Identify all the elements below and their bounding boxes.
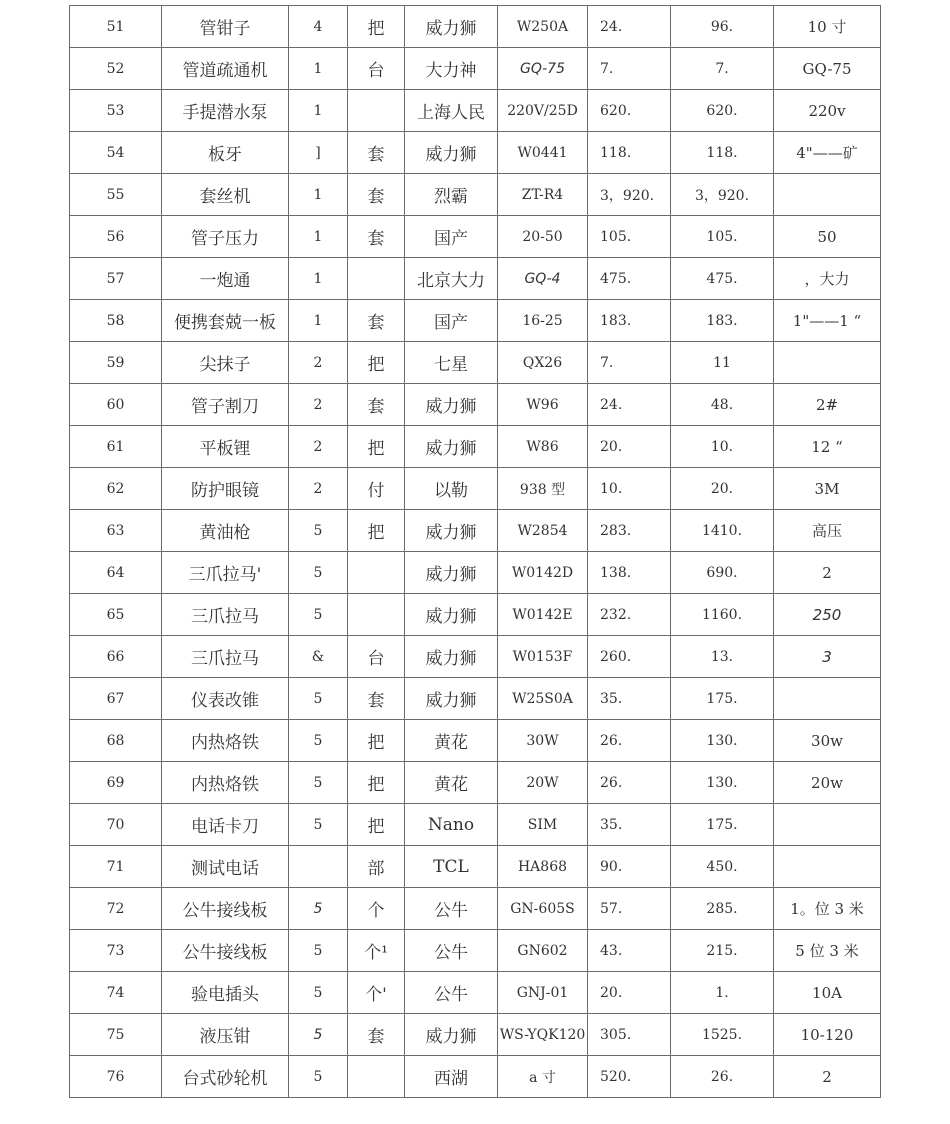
cell-total: 48. xyxy=(671,384,774,426)
cell-brand: 公牛 xyxy=(405,930,498,972)
cell-brand: TCL xyxy=(405,846,498,888)
cell-note: 3 xyxy=(774,636,881,678)
cell-price: 232. xyxy=(588,594,671,636)
table-row xyxy=(70,678,881,720)
cell-qty: 1 xyxy=(289,258,348,300)
cell-price: 24. xyxy=(588,384,671,426)
cell-unit xyxy=(348,552,405,594)
cell-unit: 部 xyxy=(348,846,405,888)
cell-unit: 套 xyxy=(348,300,405,342)
cell-note: 1"——1 “ xyxy=(774,300,881,342)
cell-note: 5 位 3 米 xyxy=(774,930,881,972)
cell-name: 管子割刀 xyxy=(162,384,289,426)
table-row xyxy=(70,6,881,48)
table-row xyxy=(70,846,881,888)
cell-name: 管道疏通机 xyxy=(162,48,289,90)
cell-price: 35. xyxy=(588,678,671,720)
cell-total: 1. xyxy=(671,972,774,1014)
cell-price: 20. xyxy=(588,426,671,468)
cell-price: 620. xyxy=(588,90,671,132)
cell-total: 7. xyxy=(671,48,774,90)
cell-model: 30W xyxy=(498,720,588,762)
cell-no: 64 xyxy=(70,552,162,594)
cell-name: 液压钳 xyxy=(162,1014,289,1056)
cell-brand: 威力狮 xyxy=(405,636,498,678)
cell-brand: 威力狮 xyxy=(405,552,498,594)
cell-note: 1。位 3 米 xyxy=(774,888,881,930)
cell-name: 验电插头 xyxy=(162,972,289,1014)
cell-note: 30w xyxy=(774,720,881,762)
table-row xyxy=(70,804,881,846)
cell-name: 三爪拉马 xyxy=(162,594,289,636)
cell-name: 台式砂轮机 xyxy=(162,1056,289,1098)
cell-name: 测试电话 xyxy=(162,846,289,888)
cell-model: W2854 xyxy=(498,510,588,552)
cell-brand: 黄花 xyxy=(405,762,498,804)
cell-brand: 威力狮 xyxy=(405,426,498,468)
cell-brand: 烈霸 xyxy=(405,174,498,216)
cell-total: 285. xyxy=(671,888,774,930)
cell-unit: 个¹ xyxy=(348,930,405,972)
cell-name: 手提潜水泵 xyxy=(162,90,289,132)
cell-note: 12 “ xyxy=(774,426,881,468)
cell-name: 黄油枪 xyxy=(162,510,289,552)
cell-total: 175. xyxy=(671,678,774,720)
cell-brand: 威力狮 xyxy=(405,678,498,720)
cell-note: ，大力 xyxy=(774,258,881,300)
cell-price: 43. xyxy=(588,930,671,972)
cell-note xyxy=(774,342,881,384)
cell-model: 20-50 xyxy=(498,216,588,258)
table-row xyxy=(70,384,881,426)
cell-price: 7. xyxy=(588,342,671,384)
cell-note: 20w xyxy=(774,762,881,804)
cell-total: 118. xyxy=(671,132,774,174)
cell-qty: 4 xyxy=(289,6,348,48)
cell-brand: 威力狮 xyxy=(405,510,498,552)
cell-price: 26. xyxy=(588,762,671,804)
table-row xyxy=(70,636,881,678)
cell-no: 68 xyxy=(70,720,162,762)
cell-model: W0142D xyxy=(498,552,588,594)
cell-no: 56 xyxy=(70,216,162,258)
cell-no: 58 xyxy=(70,300,162,342)
cell-name: 便携套兢一板 xyxy=(162,300,289,342)
cell-price: 305. xyxy=(588,1014,671,1056)
cell-model: W0142E xyxy=(498,594,588,636)
table-row xyxy=(70,972,881,1014)
cell-no: 69 xyxy=(70,762,162,804)
cell-qty: 5 xyxy=(289,1056,348,1098)
cell-unit: 套 xyxy=(348,384,405,426)
table-row xyxy=(70,762,881,804)
cell-model: W0153F xyxy=(498,636,588,678)
cell-unit: 个 xyxy=(348,888,405,930)
cell-unit: 个' xyxy=(348,972,405,1014)
cell-qty: & xyxy=(289,636,348,678)
cell-note: 2 xyxy=(774,1056,881,1098)
inventory-table xyxy=(69,5,881,1098)
cell-total: 450. xyxy=(671,846,774,888)
cell-model: GQ-75 xyxy=(498,48,588,90)
cell-price: 35. xyxy=(588,804,671,846)
table-row xyxy=(70,48,881,90)
cell-name: 三爪拉马 xyxy=(162,636,289,678)
cell-brand: 上海人民 xyxy=(405,90,498,132)
cell-price: 3，920. xyxy=(588,174,671,216)
cell-no: 53 xyxy=(70,90,162,132)
cell-qty xyxy=(289,846,348,888)
cell-qty: 5 xyxy=(289,930,348,972)
cell-unit: 台 xyxy=(348,636,405,678)
cell-brand: Nano xyxy=(405,804,498,846)
table-row xyxy=(70,1014,881,1056)
cell-unit: 套 xyxy=(348,174,405,216)
cell-name: 一炮通 xyxy=(162,258,289,300)
cell-model: W0441 xyxy=(498,132,588,174)
table-row xyxy=(70,510,881,552)
cell-price: 260. xyxy=(588,636,671,678)
cell-name: 管钳子 xyxy=(162,6,289,48)
cell-name: 三爪拉马' xyxy=(162,552,289,594)
cell-model: a 寸 xyxy=(498,1056,588,1098)
cell-total: 475. xyxy=(671,258,774,300)
cell-note xyxy=(774,678,881,720)
cell-qty: 1 xyxy=(289,174,348,216)
cell-price: 283. xyxy=(588,510,671,552)
cell-qty: 5 xyxy=(289,678,348,720)
cell-price: 57. xyxy=(588,888,671,930)
cell-note: 3M xyxy=(774,468,881,510)
cell-total: 26. xyxy=(671,1056,774,1098)
cell-unit: 套 xyxy=(348,1014,405,1056)
cell-unit xyxy=(348,1056,405,1098)
cell-model: GN-605S xyxy=(498,888,588,930)
cell-note: 10-120 xyxy=(774,1014,881,1056)
table-row xyxy=(70,132,881,174)
cell-name: 板牙 xyxy=(162,132,289,174)
cell-qty: 1 xyxy=(289,48,348,90)
cell-unit xyxy=(348,594,405,636)
cell-unit xyxy=(348,90,405,132)
cell-qty: 2 xyxy=(289,342,348,384)
cell-brand: 威力狮 xyxy=(405,1014,498,1056)
cell-note xyxy=(774,174,881,216)
table-row xyxy=(70,300,881,342)
cell-no: 72 xyxy=(70,888,162,930)
table-row xyxy=(70,90,881,132)
cell-brand: 威力狮 xyxy=(405,132,498,174)
cell-unit: 把 xyxy=(348,6,405,48)
table-row xyxy=(70,426,881,468)
cell-qty: 2 xyxy=(289,384,348,426)
cell-name: 平板锂 xyxy=(162,426,289,468)
cell-model: QX26 xyxy=(498,342,588,384)
cell-model: 220V/25D xyxy=(498,90,588,132)
cell-no: 57 xyxy=(70,258,162,300)
table-row xyxy=(70,342,881,384)
cell-name: 套丝机 xyxy=(162,174,289,216)
cell-total: 3，920. xyxy=(671,174,774,216)
cell-unit: 把 xyxy=(348,510,405,552)
cell-qty: 5 xyxy=(289,762,348,804)
cell-price: 105. xyxy=(588,216,671,258)
cell-note: 2 xyxy=(774,552,881,594)
cell-brand: 国产 xyxy=(405,300,498,342)
cell-brand: 威力狮 xyxy=(405,594,498,636)
cell-brand: 国产 xyxy=(405,216,498,258)
cell-name: 内热烙铁 xyxy=(162,762,289,804)
cell-price: 20. xyxy=(588,972,671,1014)
cell-model: W86 xyxy=(498,426,588,468)
table-row xyxy=(70,174,881,216)
cell-qty: 5 xyxy=(289,888,348,930)
cell-total: 183. xyxy=(671,300,774,342)
cell-no: 74 xyxy=(70,972,162,1014)
cell-model: W250A xyxy=(498,6,588,48)
cell-total: 175. xyxy=(671,804,774,846)
cell-no: 75 xyxy=(70,1014,162,1056)
cell-price: 475. xyxy=(588,258,671,300)
cell-unit: 套 xyxy=(348,678,405,720)
cell-total: 10. xyxy=(671,426,774,468)
cell-note: 10 寸 xyxy=(774,6,881,48)
cell-no: 62 xyxy=(70,468,162,510)
cell-price: 26. xyxy=(588,720,671,762)
cell-unit: 台 xyxy=(348,48,405,90)
cell-no: 54 xyxy=(70,132,162,174)
cell-name: 电话卡刀 xyxy=(162,804,289,846)
cell-no: 71 xyxy=(70,846,162,888)
cell-brand: 大力神 xyxy=(405,48,498,90)
cell-brand: 黄花 xyxy=(405,720,498,762)
cell-model: 20W xyxy=(498,762,588,804)
cell-note: 250 xyxy=(774,594,881,636)
table-row xyxy=(70,930,881,972)
cell-unit: 把 xyxy=(348,762,405,804)
cell-qty: 2 xyxy=(289,426,348,468)
cell-price: 183. xyxy=(588,300,671,342)
cell-note xyxy=(774,804,881,846)
cell-no: 76 xyxy=(70,1056,162,1098)
cell-name: 公牛接线板 xyxy=(162,930,289,972)
cell-name: 管子压力 xyxy=(162,216,289,258)
cell-price: 90. xyxy=(588,846,671,888)
cell-unit: 把 xyxy=(348,720,405,762)
cell-qty: 5 xyxy=(289,1014,348,1056)
cell-model: ZT-R4 xyxy=(498,174,588,216)
cell-unit: 套 xyxy=(348,132,405,174)
cell-price: 24. xyxy=(588,6,671,48)
table-row xyxy=(70,468,881,510)
cell-total: 1160. xyxy=(671,594,774,636)
cell-total: 1410. xyxy=(671,510,774,552)
cell-model: GN602 xyxy=(498,930,588,972)
cell-note: GQ-75 xyxy=(774,48,881,90)
cell-note: 50 xyxy=(774,216,881,258)
cell-note: 10A xyxy=(774,972,881,1014)
cell-price: 118. xyxy=(588,132,671,174)
cell-brand: 威力狮 xyxy=(405,384,498,426)
cell-brand: 威力狮 xyxy=(405,6,498,48)
cell-model: SIM xyxy=(498,804,588,846)
cell-no: 61 xyxy=(70,426,162,468)
cell-note xyxy=(774,846,881,888)
cell-note: 220v xyxy=(774,90,881,132)
cell-qty: 2 xyxy=(289,468,348,510)
cell-price: 7. xyxy=(588,48,671,90)
cell-unit: 把 xyxy=(348,426,405,468)
cell-no: 55 xyxy=(70,174,162,216)
cell-no: 73 xyxy=(70,930,162,972)
cell-no: 65 xyxy=(70,594,162,636)
cell-no: 59 xyxy=(70,342,162,384)
cell-qty: 1 xyxy=(289,90,348,132)
cell-no: 63 xyxy=(70,510,162,552)
cell-unit xyxy=(348,258,405,300)
cell-note: 2# xyxy=(774,384,881,426)
cell-name: 仪表改锥 xyxy=(162,678,289,720)
cell-unit: 把 xyxy=(348,342,405,384)
cell-qty: 1 xyxy=(289,300,348,342)
cell-brand: 西湖 xyxy=(405,1056,498,1098)
cell-name: 内热烙铁 xyxy=(162,720,289,762)
cell-qty: 1 xyxy=(289,216,348,258)
table-row xyxy=(70,216,881,258)
cell-unit: 付 xyxy=(348,468,405,510)
cell-no: 52 xyxy=(70,48,162,90)
cell-no: 66 xyxy=(70,636,162,678)
cell-qty: 5 xyxy=(289,594,348,636)
cell-model: WS-YQK120 xyxy=(498,1014,588,1056)
cell-brand: 公牛 xyxy=(405,888,498,930)
cell-no: 51 xyxy=(70,6,162,48)
cell-brand: 以勒 xyxy=(405,468,498,510)
cell-total: 11 xyxy=(671,342,774,384)
cell-no: 70 xyxy=(70,804,162,846)
cell-model: GQ-4 xyxy=(498,258,588,300)
table-row xyxy=(70,552,881,594)
cell-total: 215. xyxy=(671,930,774,972)
cell-brand: 北京大力 xyxy=(405,258,498,300)
cell-brand: 公牛 xyxy=(405,972,498,1014)
cell-total: 13. xyxy=(671,636,774,678)
cell-model: HA868 xyxy=(498,846,588,888)
table-row xyxy=(70,720,881,762)
cell-brand: 七星 xyxy=(405,342,498,384)
cell-name: 公牛接线板 xyxy=(162,888,289,930)
cell-total: 20. xyxy=(671,468,774,510)
cell-name: 防护眼镜 xyxy=(162,468,289,510)
cell-name: 尖抹子 xyxy=(162,342,289,384)
cell-qty: 5 xyxy=(289,720,348,762)
cell-total: 96. xyxy=(671,6,774,48)
cell-model: 938 型 xyxy=(498,468,588,510)
cell-total: 130. xyxy=(671,762,774,804)
cell-model: GNJ-01 xyxy=(498,972,588,1014)
cell-qty: 5 xyxy=(289,804,348,846)
cell-no: 67 xyxy=(70,678,162,720)
table-row xyxy=(70,594,881,636)
cell-model: W96 xyxy=(498,384,588,426)
table-row xyxy=(70,1056,881,1098)
cell-qty: 5 xyxy=(289,510,348,552)
cell-total: 130. xyxy=(671,720,774,762)
table-row xyxy=(70,888,881,930)
cell-price: 520. xyxy=(588,1056,671,1098)
cell-note: 4"——矿 xyxy=(774,132,881,174)
cell-price: 10. xyxy=(588,468,671,510)
cell-note: 高压 xyxy=(774,510,881,552)
cell-total: 690. xyxy=(671,552,774,594)
cell-qty: ] xyxy=(289,132,348,174)
cell-qty: 5 xyxy=(289,552,348,594)
cell-qty: 5 xyxy=(289,972,348,1014)
cell-total: 620. xyxy=(671,90,774,132)
cell-unit: 套 xyxy=(348,216,405,258)
cell-price: 138. xyxy=(588,552,671,594)
table-row xyxy=(70,258,881,300)
cell-no: 60 xyxy=(70,384,162,426)
cell-model: 16-25 xyxy=(498,300,588,342)
cell-total: 1525. xyxy=(671,1014,774,1056)
cell-model: W25S0A xyxy=(498,678,588,720)
cell-total: 105. xyxy=(671,216,774,258)
cell-unit: 把 xyxy=(348,804,405,846)
